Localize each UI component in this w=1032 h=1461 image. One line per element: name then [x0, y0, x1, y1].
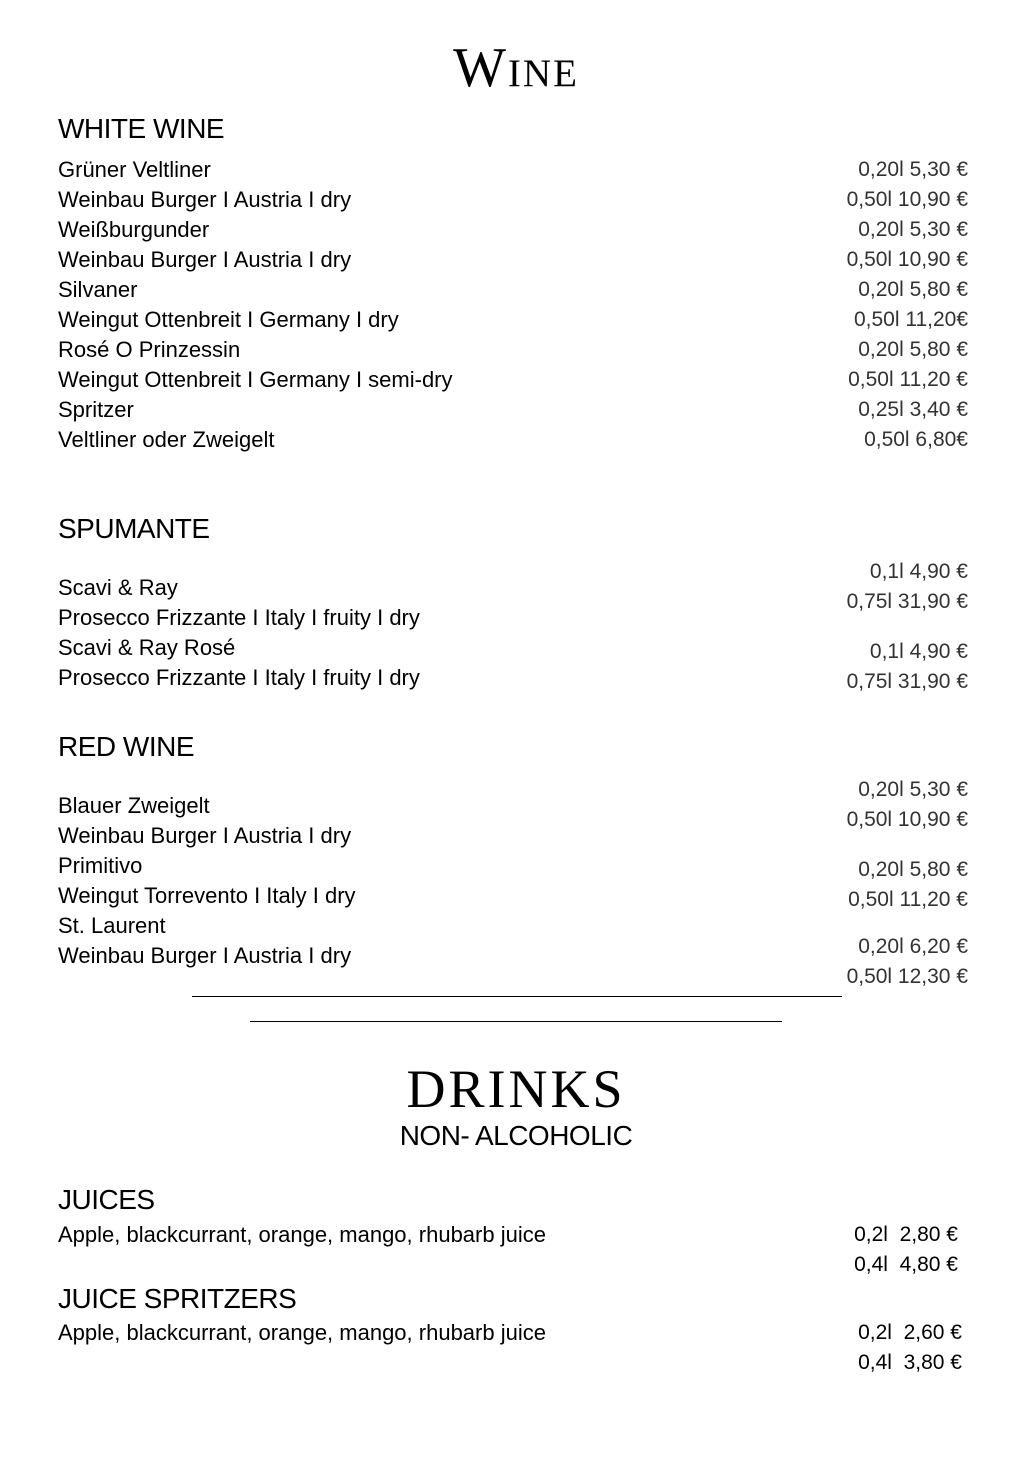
- spumante-section: [58, 515, 968, 703]
- item-description: Weinbau Burger I Austria I dry: [58, 943, 352, 968]
- item-price: 0,1l 4,90 €: [869, 640, 968, 663]
- item-price: 0,20l 5,30 €: [858, 158, 968, 181]
- juice-spritzers-description: Apple, blackcurrant, orange, mango, rhubarb juice: [58, 1320, 546, 1345]
- divider-line: [250, 1021, 782, 1022]
- item-price: 0,25l 3,40 €: [858, 398, 968, 421]
- item-price: 0,4l 3,80 €: [858, 1351, 962, 1374]
- item-price: 0,75l 31,90 €: [846, 590, 968, 613]
- juices-section: [58, 1186, 968, 1276]
- item-price: 0,50l 10,90 €: [846, 808, 968, 831]
- item-name: St. Laurent: [58, 913, 166, 938]
- item-name: Blauer Zweigelt: [58, 793, 210, 818]
- item-price: 0,20l 5,80 €: [858, 338, 968, 361]
- divider-line: [192, 996, 842, 997]
- item-description: Prosecco Frizzante I Italy I fruity I dry: [58, 665, 420, 690]
- item-description: Weinbau Burger I Austria I dry: [58, 247, 352, 272]
- menu-item: [58, 557, 968, 630]
- menu-item: [58, 855, 968, 915]
- wine-title: Wine: [453, 37, 579, 99]
- white-wine-heading: WHITE WINE: [58, 113, 225, 144]
- menu-item: [58, 275, 968, 335]
- item-price: 0,2l 2,60 €: [858, 1321, 962, 1344]
- item-description: Weinbau Burger I Austria I dry: [58, 823, 352, 848]
- spumante-heading: SPUMANTE: [58, 513, 210, 544]
- item-price: 0,20l 5,30 €: [858, 778, 968, 801]
- juice-spritzers-heading: JUICE SPRITZERS: [58, 1283, 297, 1314]
- drinks-title: DRINKS: [406, 1059, 626, 1119]
- juices-heading: JUICES: [58, 1184, 155, 1215]
- red-wine-heading: RED WINE: [58, 731, 194, 762]
- item-price: 0,1l 4,90 €: [869, 560, 968, 583]
- item-description: Prosecco Frizzante I Italy I fruity I dry: [58, 605, 420, 630]
- juices-description: Apple, blackcurrant, orange, mango, rhubarb juice: [58, 1222, 546, 1247]
- item-price: 0,50l 11,20 €: [848, 368, 968, 391]
- item-price: 0,20l 5,80 €: [858, 278, 968, 301]
- item-price: 0,50l 11,20€: [853, 308, 968, 331]
- item-description: Weinbau Burger I Austria I dry: [58, 187, 352, 212]
- item-price: 0,50l 12,30 €: [846, 965, 968, 988]
- item-name: Spritzer: [58, 397, 134, 422]
- menu-item: [58, 637, 968, 717]
- item-description: Weingut Ottenbreit I Germany I semi-dry: [58, 367, 453, 392]
- item-price: 0,20l 5,30 €: [858, 218, 968, 241]
- menu-item: [58, 215, 968, 275]
- menu-item: [58, 775, 968, 848]
- item-price: 0,20l 6,20 €: [858, 935, 968, 958]
- menu-item: [58, 335, 968, 395]
- item-price: 0,50l 10,90 €: [846, 248, 968, 271]
- item-description: Weingut Ottenbreit I Germany I dry: [58, 307, 399, 332]
- item-name: Primitivo: [58, 853, 143, 878]
- item-price: 0,20l 5,80 €: [858, 858, 968, 881]
- item-price: 0,2l 2,80 €: [854, 1223, 958, 1246]
- drinks-subtitle: NON- ALCOHOLIC: [399, 1120, 633, 1151]
- item-name: Weißburgunder: [58, 217, 210, 242]
- item-price: 0,4l 4,80 €: [854, 1253, 958, 1276]
- item-price: 0,75l 31,90 €: [846, 670, 968, 693]
- item-name: Scavi & Ray: [58, 575, 178, 600]
- item-price: 0,50l 6,80€: [864, 428, 968, 451]
- item-name: Grüner Veltliner: [58, 157, 211, 182]
- menu-item: [58, 915, 968, 995]
- item-name: Silvaner: [58, 277, 138, 302]
- item-price: 0,50l 10,90 €: [846, 188, 968, 211]
- menu-item: [58, 155, 968, 215]
- item-description: Weingut Torrevento I Italy I dry: [58, 883, 356, 908]
- item-name: Rosé O Prinzessin: [58, 337, 241, 362]
- menu-item: [58, 395, 968, 455]
- juice-spritzers-section: [58, 1285, 968, 1385]
- item-description: Veltliner oder Zweigelt: [58, 427, 275, 452]
- white-wine-section: [58, 113, 968, 452]
- item-price: 0,50l 11,20 €: [848, 888, 968, 911]
- red-wine-section: [58, 731, 968, 988]
- item-name: Scavi & Ray Rosé: [58, 635, 236, 660]
